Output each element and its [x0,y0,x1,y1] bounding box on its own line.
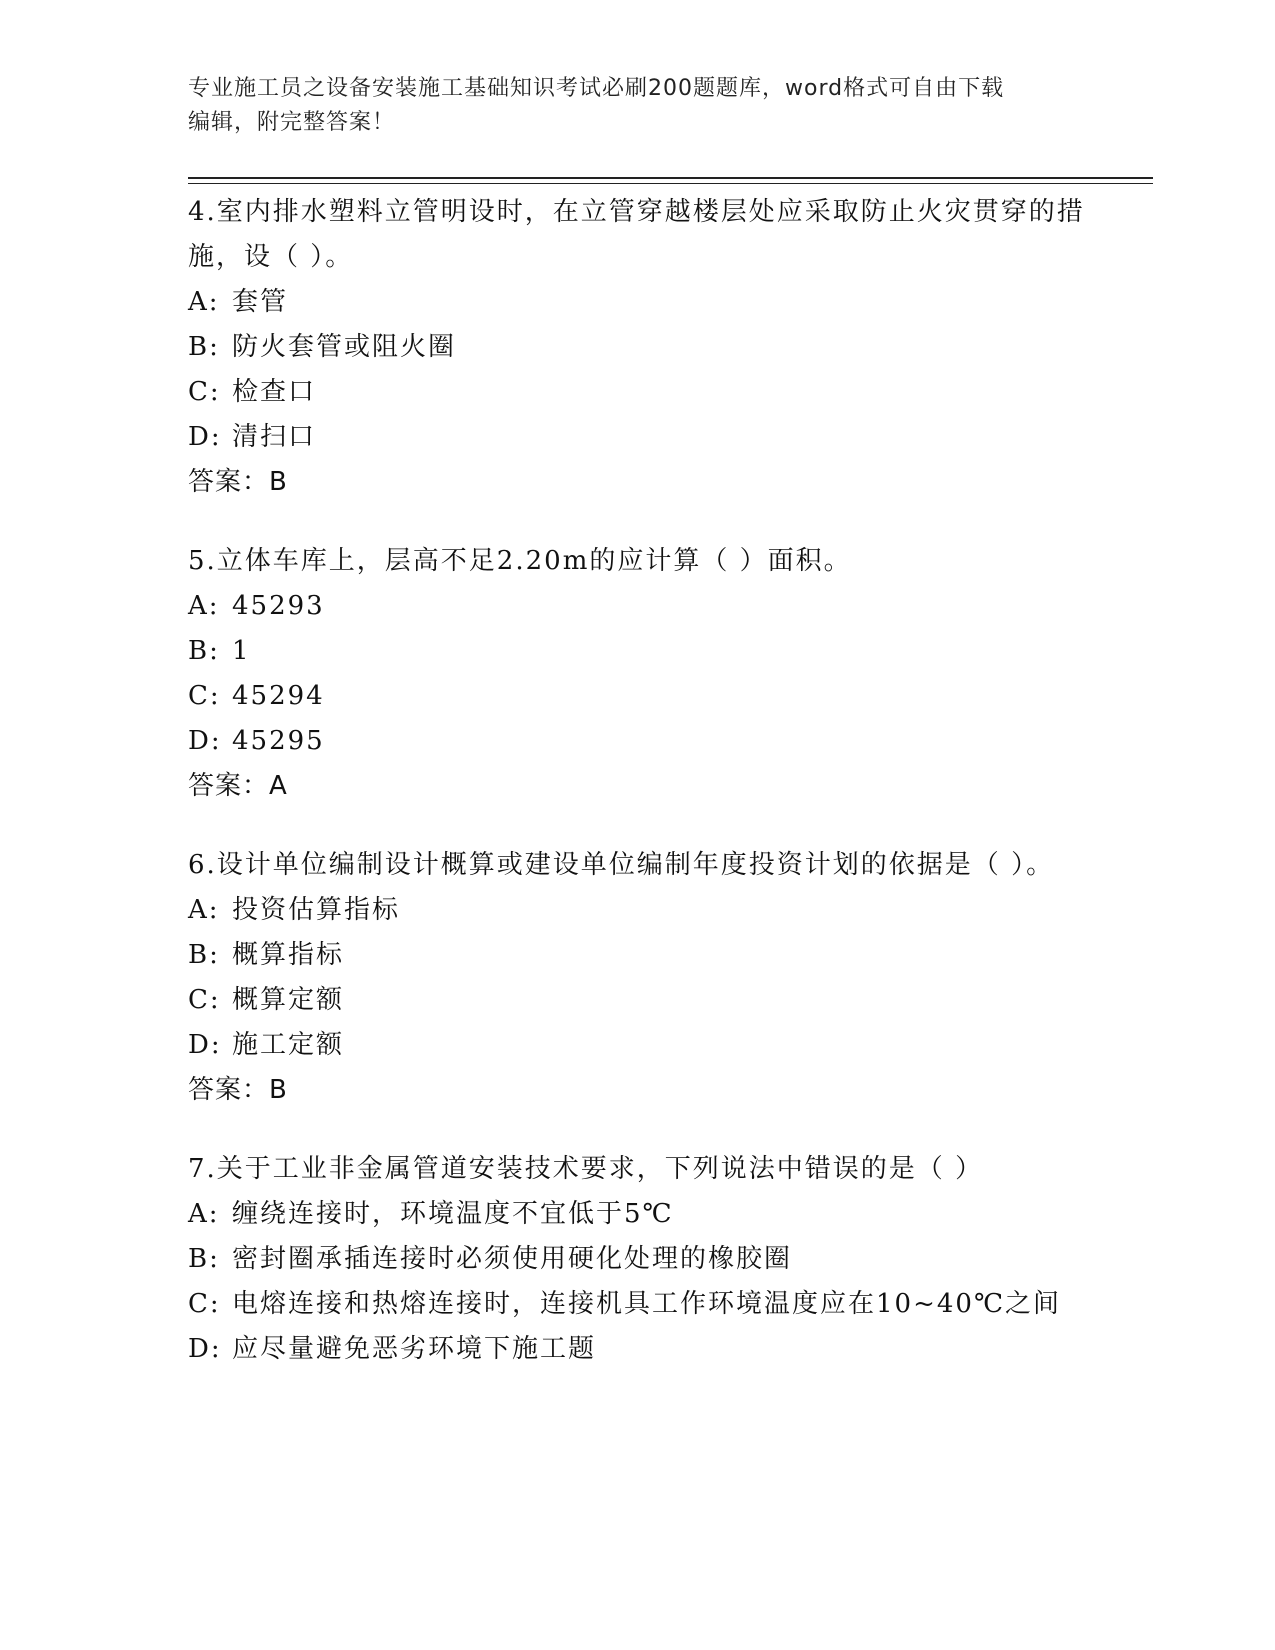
option-key: A: [188,1199,220,1229]
question-text: 7.关于工业非金属管道安装技术要求，下列说法中错误的是（ ） [188,1154,984,1184]
option-a [188,280,1088,325]
option-key: C: [188,1289,221,1319]
question-list [188,190,1088,1406]
option-b [188,629,1088,674]
option-text: 应尽量避免恶劣环境下施工题 [232,1334,597,1364]
option-key: C: [188,985,221,1015]
header-divider-thick [188,177,1153,179]
option-d [188,719,1088,764]
option-d [188,1023,1088,1068]
option-key: C: [188,377,221,407]
question-4 [188,190,1088,505]
option-text: 45295 [232,726,325,756]
option-text: 施工定额 [232,1030,345,1060]
answer-line: 答案：B [188,467,288,497]
option-text: 概算指标 [232,940,345,970]
question-7 [188,1147,1088,1372]
question-5 [188,539,1088,809]
answer-line: 答案：B [188,1075,288,1105]
option-key: B: [188,332,220,362]
option-text: 密封圈承插连接时必须使用硬化处理的橡胶圈 [232,1244,793,1274]
option-key: B: [188,940,220,970]
option-key: A: [188,591,220,621]
option-b [188,325,1088,370]
header-divider-thin [188,183,1153,184]
option-a [188,584,1088,629]
option-text: 缠绕连接时，环境温度不宜低于5℃ [232,1199,674,1229]
header-title-line-1: 专业施工员之设备安装施工基础知识考试必刷200题题库，word格式可自由下载 [188,76,1005,101]
question-text: 4.室内排水塑料立管明设时，在立管穿越楼层处应采取防止火灾贯穿的措施，设（ ）。 [188,197,1085,272]
option-text: 45293 [232,591,325,621]
option-text: 电熔连接和热熔连接时，连接机具工作环境温度应在10~40℃之间 [232,1289,1062,1319]
option-d [188,415,1088,460]
option-key: D: [188,726,222,756]
question-text: 6.设计单位编制设计概算或建设单位编制年度投资计划的依据是（ ）。 [188,850,1055,880]
option-key: B: [188,1244,220,1274]
option-a [188,888,1088,933]
option-key: B: [188,636,220,666]
option-b [188,1237,1088,1282]
option-text: 1 [232,636,251,666]
option-key: A: [188,287,220,317]
option-a [188,1192,1088,1237]
option-text: 投资估算指标 [232,895,401,925]
question-6 [188,843,1088,1113]
option-c [188,1282,1088,1327]
option-text: 套管 [232,287,289,317]
option-text: 检查口 [232,377,317,407]
option-text: 防火套管或阻火圈 [232,332,457,362]
document-header [188,72,1068,140]
option-text: 概算定额 [232,985,345,1015]
option-c [188,370,1088,415]
answer-line: 答案：A [188,771,288,801]
option-key: D: [188,1334,222,1364]
option-key: C: [188,681,221,711]
option-c [188,978,1088,1023]
option-key: A: [188,895,220,925]
option-b [188,933,1088,978]
option-d [188,1327,1088,1372]
option-key: D: [188,1030,222,1060]
option-text: 清扫口 [232,422,317,452]
option-key: D: [188,422,222,452]
question-text: 5.立体车库上，层高不足2.20m的应计算（ ）面积。 [188,546,852,576]
option-text: 45294 [232,681,325,711]
header-title-line-2: 编辑，附完整答案！ [188,110,396,135]
option-c [188,674,1088,719]
